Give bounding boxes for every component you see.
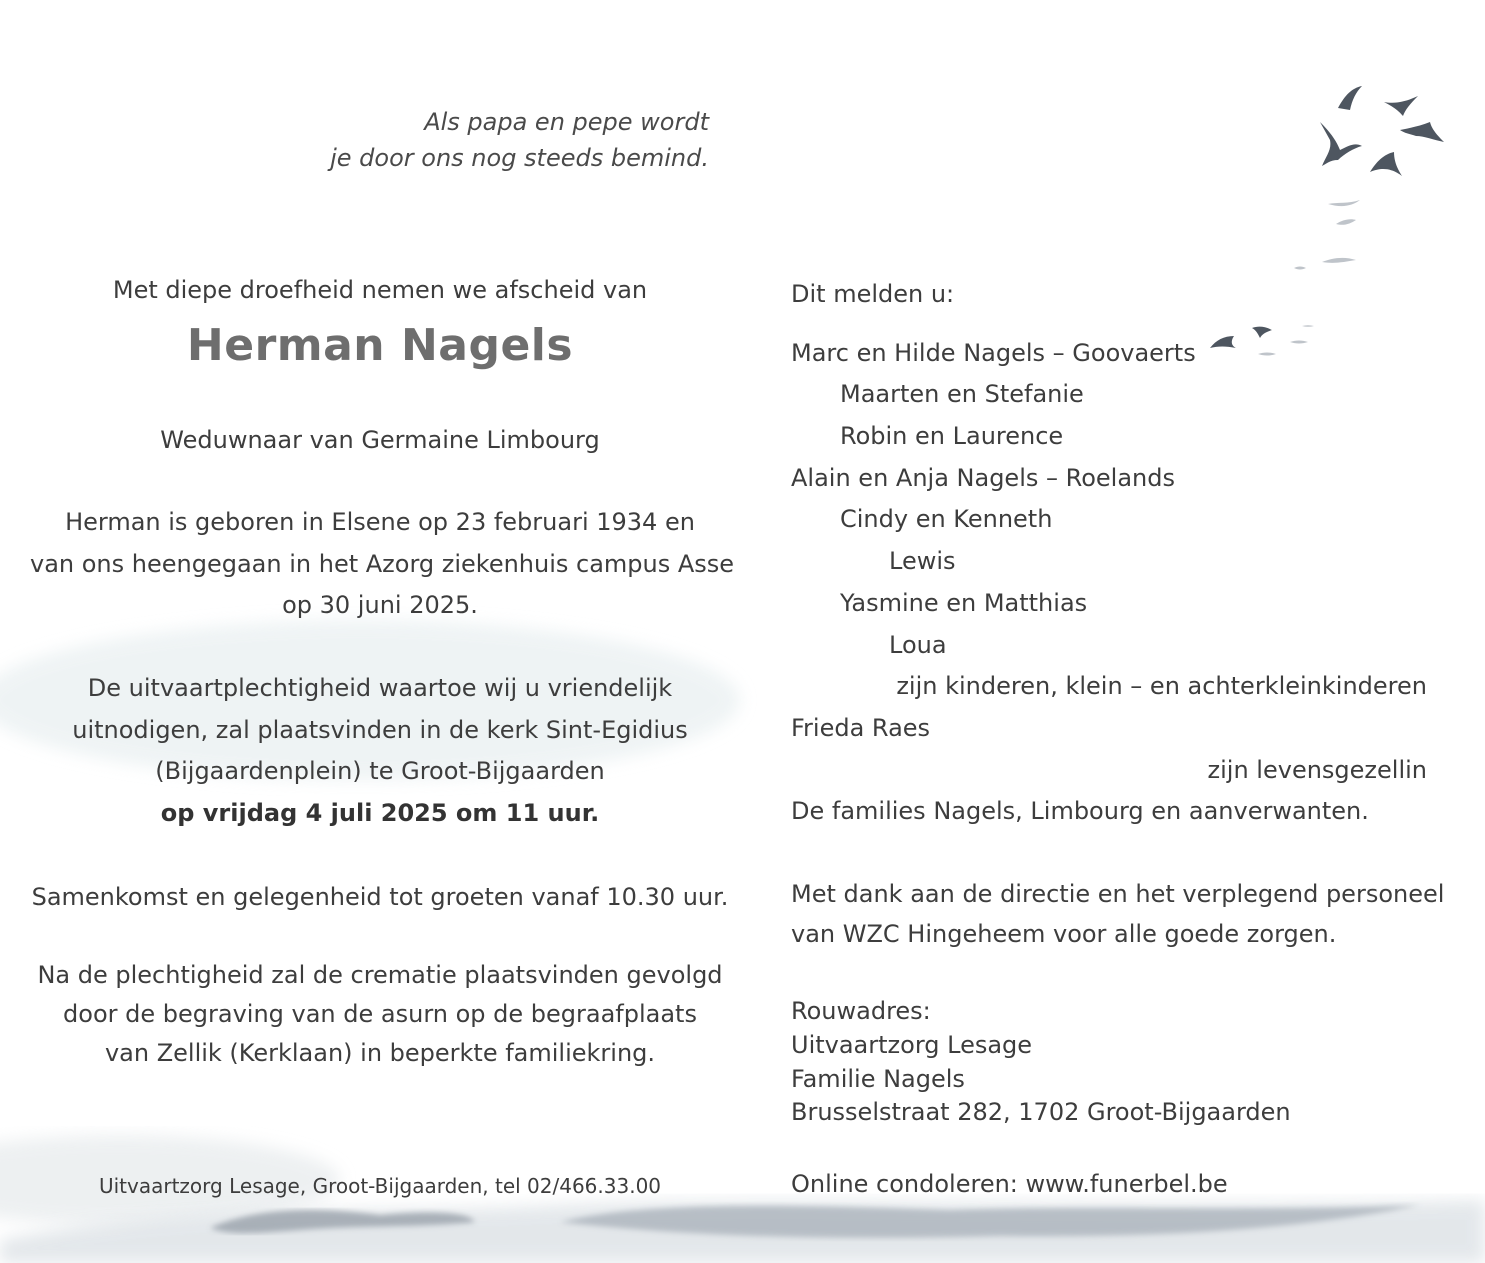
ceremony-line-3: (Bijgaardenplein) te Groot-Bijgaarden [155,757,605,785]
cremation-line-2: door de begraving van de asurn op de begraafplaats [63,1000,697,1028]
family-member: Cindy en Kenneth [840,505,1053,533]
bird-icon [1338,86,1362,110]
address-line: Rouwadres: [791,997,931,1025]
widower-text: Weduwnaar van Germaine Limbourg [160,426,600,454]
quote-line-2: je door ons nog steeds bemind. [330,144,709,172]
cremation-line-3: van Zellik (Kerklaan) in beperkte familiekring. [104,1039,656,1067]
thanks-line-1: Met dank aan de directie en het verplegend personeel [791,880,1445,908]
family-member: Maarten en Stefanie [840,380,1084,408]
ceremony-date: op vrijdag 4 juli 2025 om 11 uur. [160,799,600,827]
bird-icon [1370,152,1402,176]
bird-icon [1400,122,1444,142]
deceased-name: Herman Nagels [186,320,574,371]
families-text: De families Nagels, Limbourg en aanverwanten. [791,797,1369,825]
address-line: Uitvaartzorg Lesage [791,1031,1033,1059]
gathering-text: Samenkomst en gelegenheid tot groeten vanaf 10.30 uur. [31,883,729,911]
family-member: Lewis [889,547,956,575]
bird-icon [1252,327,1272,338]
family-member: Yasmine en Matthias [840,589,1088,617]
family-member: Alain en Anja Nagels – Roelands [791,464,1175,492]
ceremony-line-2: uitnodigen, zal plaatsvinden in de kerk Sint-Egidius [72,716,688,744]
intro-text: Met diepe droefheid nemen we afscheid van [112,276,648,304]
undertaker-footer: Uitvaartzorg Lesage, Groot-Bijgaarden, tel 02/466.33.00 [98,1174,662,1198]
partner-name: Frieda Raes [791,714,931,742]
partner-note: zijn levensgezellin [1207,756,1427,784]
family-member: Loua [889,631,947,659]
family-member: Marc en Hilde Nagels – Goovaerts [791,339,1196,367]
birth-line-3: op 30 juni 2025. [282,591,478,619]
quote-line-1: Als papa en pepe wordt [424,108,709,136]
children-note: zijn kinderen, klein – en achterkleinkinderen [896,672,1427,700]
cremation-line-1: Na de plechtigheid zal de crematie plaatsvinden gevolgd [37,961,723,989]
bird-icon [1320,122,1362,166]
address-line: Brusselstraat 282, 1702 Groot-Bijgaarden [791,1098,1291,1126]
bird-icon [1210,336,1236,348]
ceremony-line-1: De uitvaartplechtigheid waartoe wij u vriendelijk [87,674,673,702]
address-line: Familie Nagels [791,1065,965,1093]
online-condolence-link[interactable]: Online condoleren: www.funerbel.be [791,1170,1228,1198]
family-member: Robin en Laurence [840,422,1064,450]
announcers-heading: Dit melden u: [791,280,955,308]
birth-line-1: Herman is geboren in Elsene op 23 februari 1934 en [65,508,695,536]
birth-line-2: van ons heengegaan in het Azorg ziekenhuis campus Asse [30,550,735,578]
bird-icon [1384,96,1418,116]
thanks-line-2: van WZC Hingeheem voor alle goede zorgen. [791,920,1337,948]
